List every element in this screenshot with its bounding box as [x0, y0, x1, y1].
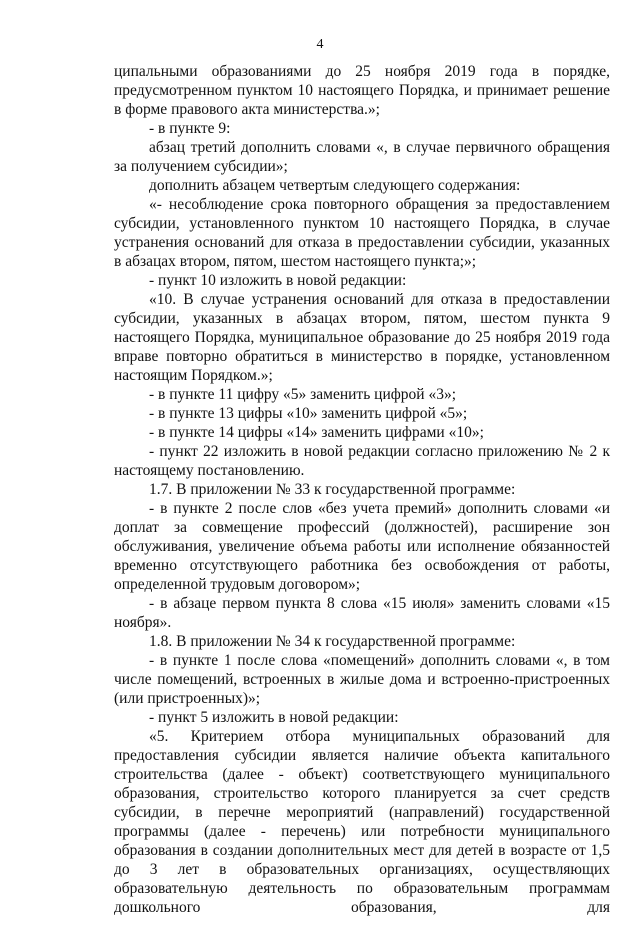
paragraph: - в пункте 9:	[149, 120, 231, 137]
paragraph: - в абзаце первом пункта 8 слова «15 июля» заменить словами «15 ноября».	[114, 595, 610, 631]
paragraph: дополнить абзацем четвертым следующего содержания:	[149, 177, 521, 194]
paragraph: - в пункте 14 цифры «14» заменить цифрами «10»;	[149, 424, 484, 441]
paragraph: - пункт 10 изложить в новой редакции:	[149, 272, 407, 289]
paragraph: абзац третий дополнить словами «, в случае первичного обращения за получением субсидии»;	[114, 139, 610, 175]
paragraph: 1.8. В приложении № 34 к государственной программе:	[149, 633, 516, 650]
paragraph: - в пункте 13 цифры «10» заменить цифрой «5»;	[149, 405, 468, 422]
document-body	[114, 62, 610, 936]
paragraph: - пункт 5 изложить в новой редакции:	[149, 709, 399, 726]
paragraph: - в пункте 1 после слова «помещений» дополнить словами «, в том числе помещений, встроенных в жилые дома и встроенно-пристроенных (или пристроенных)»;	[114, 652, 610, 707]
page-number: 4	[316, 37, 324, 52]
paragraph: «10. В случае устранения оснований для отказа в предоставлении субсидии, указанных в абзацах втором, пятом, шестом пункта 9 настоящего Порядка, муниципальное образование до 25 ноября 2019 года вправе повторно обратиться в министерство в порядке, установленном настоящим Порядком.»;	[114, 291, 610, 384]
paragraph: «- несоблюдение срока повторного обращения за предоставлением субсидии, установленного пунктом 10 настоящего Порядка, в случае устранения оснований для отказа в предоставлении субсидии, указанных в абзацах втором, пятом, шестом настоящего пункта;»;	[114, 196, 610, 270]
paragraph: - в пункте 2 после слов «без учета премий» дополнить словами «и доплат за совмещение профессий (должностей), расширение зон обслуживания, увеличение объема работы или исполнение обязанностей временно отсутствующего работника без освобождения от работы, определенной трудовым договором»;	[114, 500, 610, 593]
paragraph: 1.7. В приложении № 33 к государственной программе:	[149, 481, 516, 498]
paragraph: «5. Критерием отбора муниципальных образований для предоставления субсидии является наличие объекта капитального строительства (далее - объект) соответствующего муниципального образования, строительство которого планируется за счет средств субсидии, в перечне мероприятий (направлений) государственной программы (далее - перечень) или потребности муниципального образования в создании дополнительных мест для детей в возрасте от 1,5 до 3 лет в образовательных организациях, осуществляющих образовательную деятельность по образовательным программам дошкольного образования, для	[114, 728, 610, 916]
paragraph: - в пункте 11 цифру «5» заменить цифрой «3»;	[149, 386, 457, 403]
paragraph: - пункт 22 изложить в новой редакции согласно приложению № 2 к настоящему постановлению.	[114, 443, 610, 479]
paragraph: ципальными образованиями до 25 ноября 2019 года в порядке, предусмотренном пунктом 10 настоящего Порядка, и принимает решение в форме правового акта министерства.»;	[114, 63, 610, 118]
